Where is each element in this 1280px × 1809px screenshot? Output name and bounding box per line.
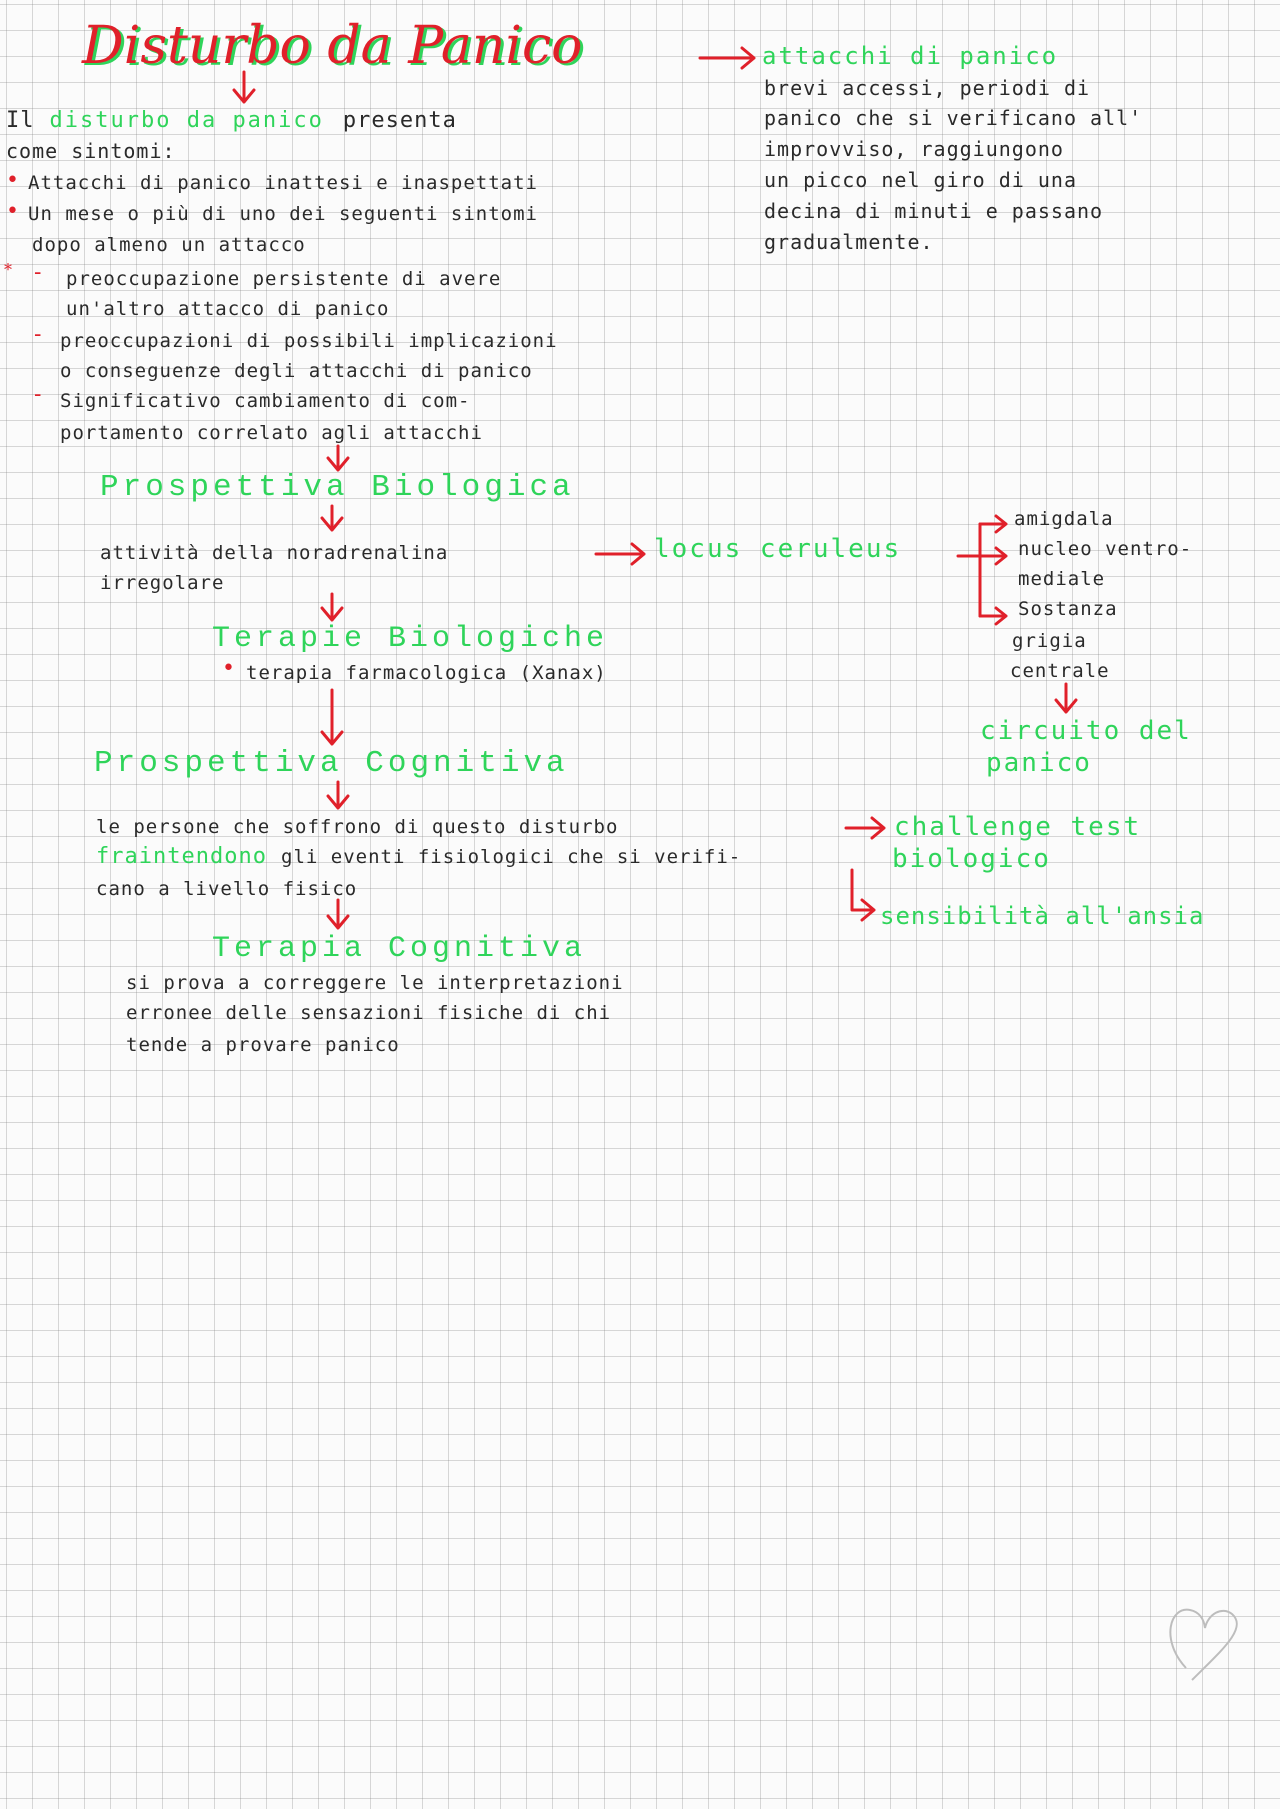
intro-line-2: come sintomi: <box>6 139 176 163</box>
bullet-dot: • <box>222 656 235 681</box>
side-note-line: un picco nel giro di una <box>764 168 1077 192</box>
side-note-line: decina di minuti e passano <box>764 199 1104 223</box>
dash-item: o conseguenze degli attacchi di panico <box>60 360 533 382</box>
arrow-down-icon <box>234 72 254 102</box>
locus-ceruleus: locus ceruleus <box>654 534 902 564</box>
asterisk-mark: * <box>4 260 12 279</box>
bullet-dot: • <box>6 199 19 224</box>
side-note-heading: attacchi di panico <box>762 42 1059 70</box>
bullet-dot: • <box>6 168 19 193</box>
arrow-right-icon <box>846 818 884 838</box>
arrow-down-icon <box>328 900 348 928</box>
bio-therapy-heading: Terapie Biologiche <box>212 622 609 656</box>
bio-heading: Prospettiva Biologica <box>100 470 575 505</box>
arrow-down-icon <box>328 446 348 470</box>
arrow-right-icon <box>700 48 754 68</box>
cog-line-2-rest: gli eventi fisiologici che si verifi- <box>281 846 742 868</box>
cog-therapy-line: si prova a correggere le interpretazioni <box>126 972 624 994</box>
arrow-right-icon <box>596 544 644 564</box>
arrow-branch-icon <box>852 870 874 920</box>
side-note-line: panico che si verificano all' <box>764 106 1143 130</box>
bullet-continuation: dopo almeno un attacco <box>32 234 306 256</box>
side-note-line: gradualmente. <box>764 230 934 254</box>
circuit-label: panico <box>986 748 1092 778</box>
bio-line-1: attività della noradrenalina <box>100 542 449 564</box>
bio-line-2: irregolare <box>100 572 225 594</box>
challenge-test: biologico <box>892 844 1051 874</box>
dash-item: preoccupazione persistente di avere <box>66 268 502 290</box>
cog-keyword: fraintendono <box>96 844 267 869</box>
dash-item: preoccupazioni di possibili implicazioni <box>60 330 558 352</box>
bio-therapy-item: terapia farmacologica (Xanax) <box>246 662 607 684</box>
intro-prefix: Il <box>6 108 35 133</box>
cog-therapy-line: tende a provare panico <box>126 1034 400 1056</box>
cog-line-1: le persone che soffrono di questo disturbo <box>96 816 619 838</box>
arrow-down-icon <box>1056 684 1076 712</box>
bullet-item: Attacchi di panico inattesi e inaspettati <box>28 172 538 194</box>
challenge-test: challenge test <box>894 812 1142 842</box>
dash-item: Significativo cambiamento di com- <box>60 390 471 412</box>
branch-item: nucleo ventro- <box>1018 538 1193 560</box>
cog-line-3: cano a livello fisico <box>96 878 358 900</box>
arrow-down-icon <box>322 506 342 530</box>
side-note-line: improvviso, raggiungono <box>764 137 1064 161</box>
bullet-item: Un mese o più di uno dei seguenti sintomi <box>28 203 538 225</box>
dash-item: un'altro attacco di panico <box>66 298 390 320</box>
intro-term: disturbo da panico <box>49 108 324 133</box>
cog-heading: Prospettiva Cognitiva <box>94 746 569 781</box>
dash-mark: - <box>34 322 42 347</box>
side-note-line: brevi accessi, periodi di <box>764 76 1091 100</box>
arrow-down-icon <box>322 690 342 744</box>
branch-item: grigia <box>1012 630 1087 652</box>
dash-mark: - <box>34 260 42 285</box>
dash-item: portamento correlato agli attacchi <box>60 422 483 444</box>
arrow-down-icon <box>322 594 342 620</box>
branch-item: centrale <box>1010 660 1110 682</box>
page-title: Disturbo da Panico <box>82 16 583 76</box>
arrow-down-icon <box>328 782 348 808</box>
branch-item: mediale <box>1018 568 1106 590</box>
branch-item: amigdala <box>1014 508 1114 530</box>
heart-icon <box>1170 1610 1237 1680</box>
dash-mark: - <box>34 382 42 407</box>
circuit-label: circuito del <box>980 716 1192 746</box>
anxiety-sensitivity: sensibilità all'ansia <box>880 902 1205 930</box>
cog-therapy-heading: Terapia Cognitiva <box>212 932 587 966</box>
branch-item: Sostanza <box>1018 598 1118 620</box>
cog-therapy-line: erronee delle sensazioni fisiche di chi <box>126 1002 612 1024</box>
intro-rest: presenta <box>342 108 457 133</box>
arrow-branch-icon <box>958 516 1006 624</box>
